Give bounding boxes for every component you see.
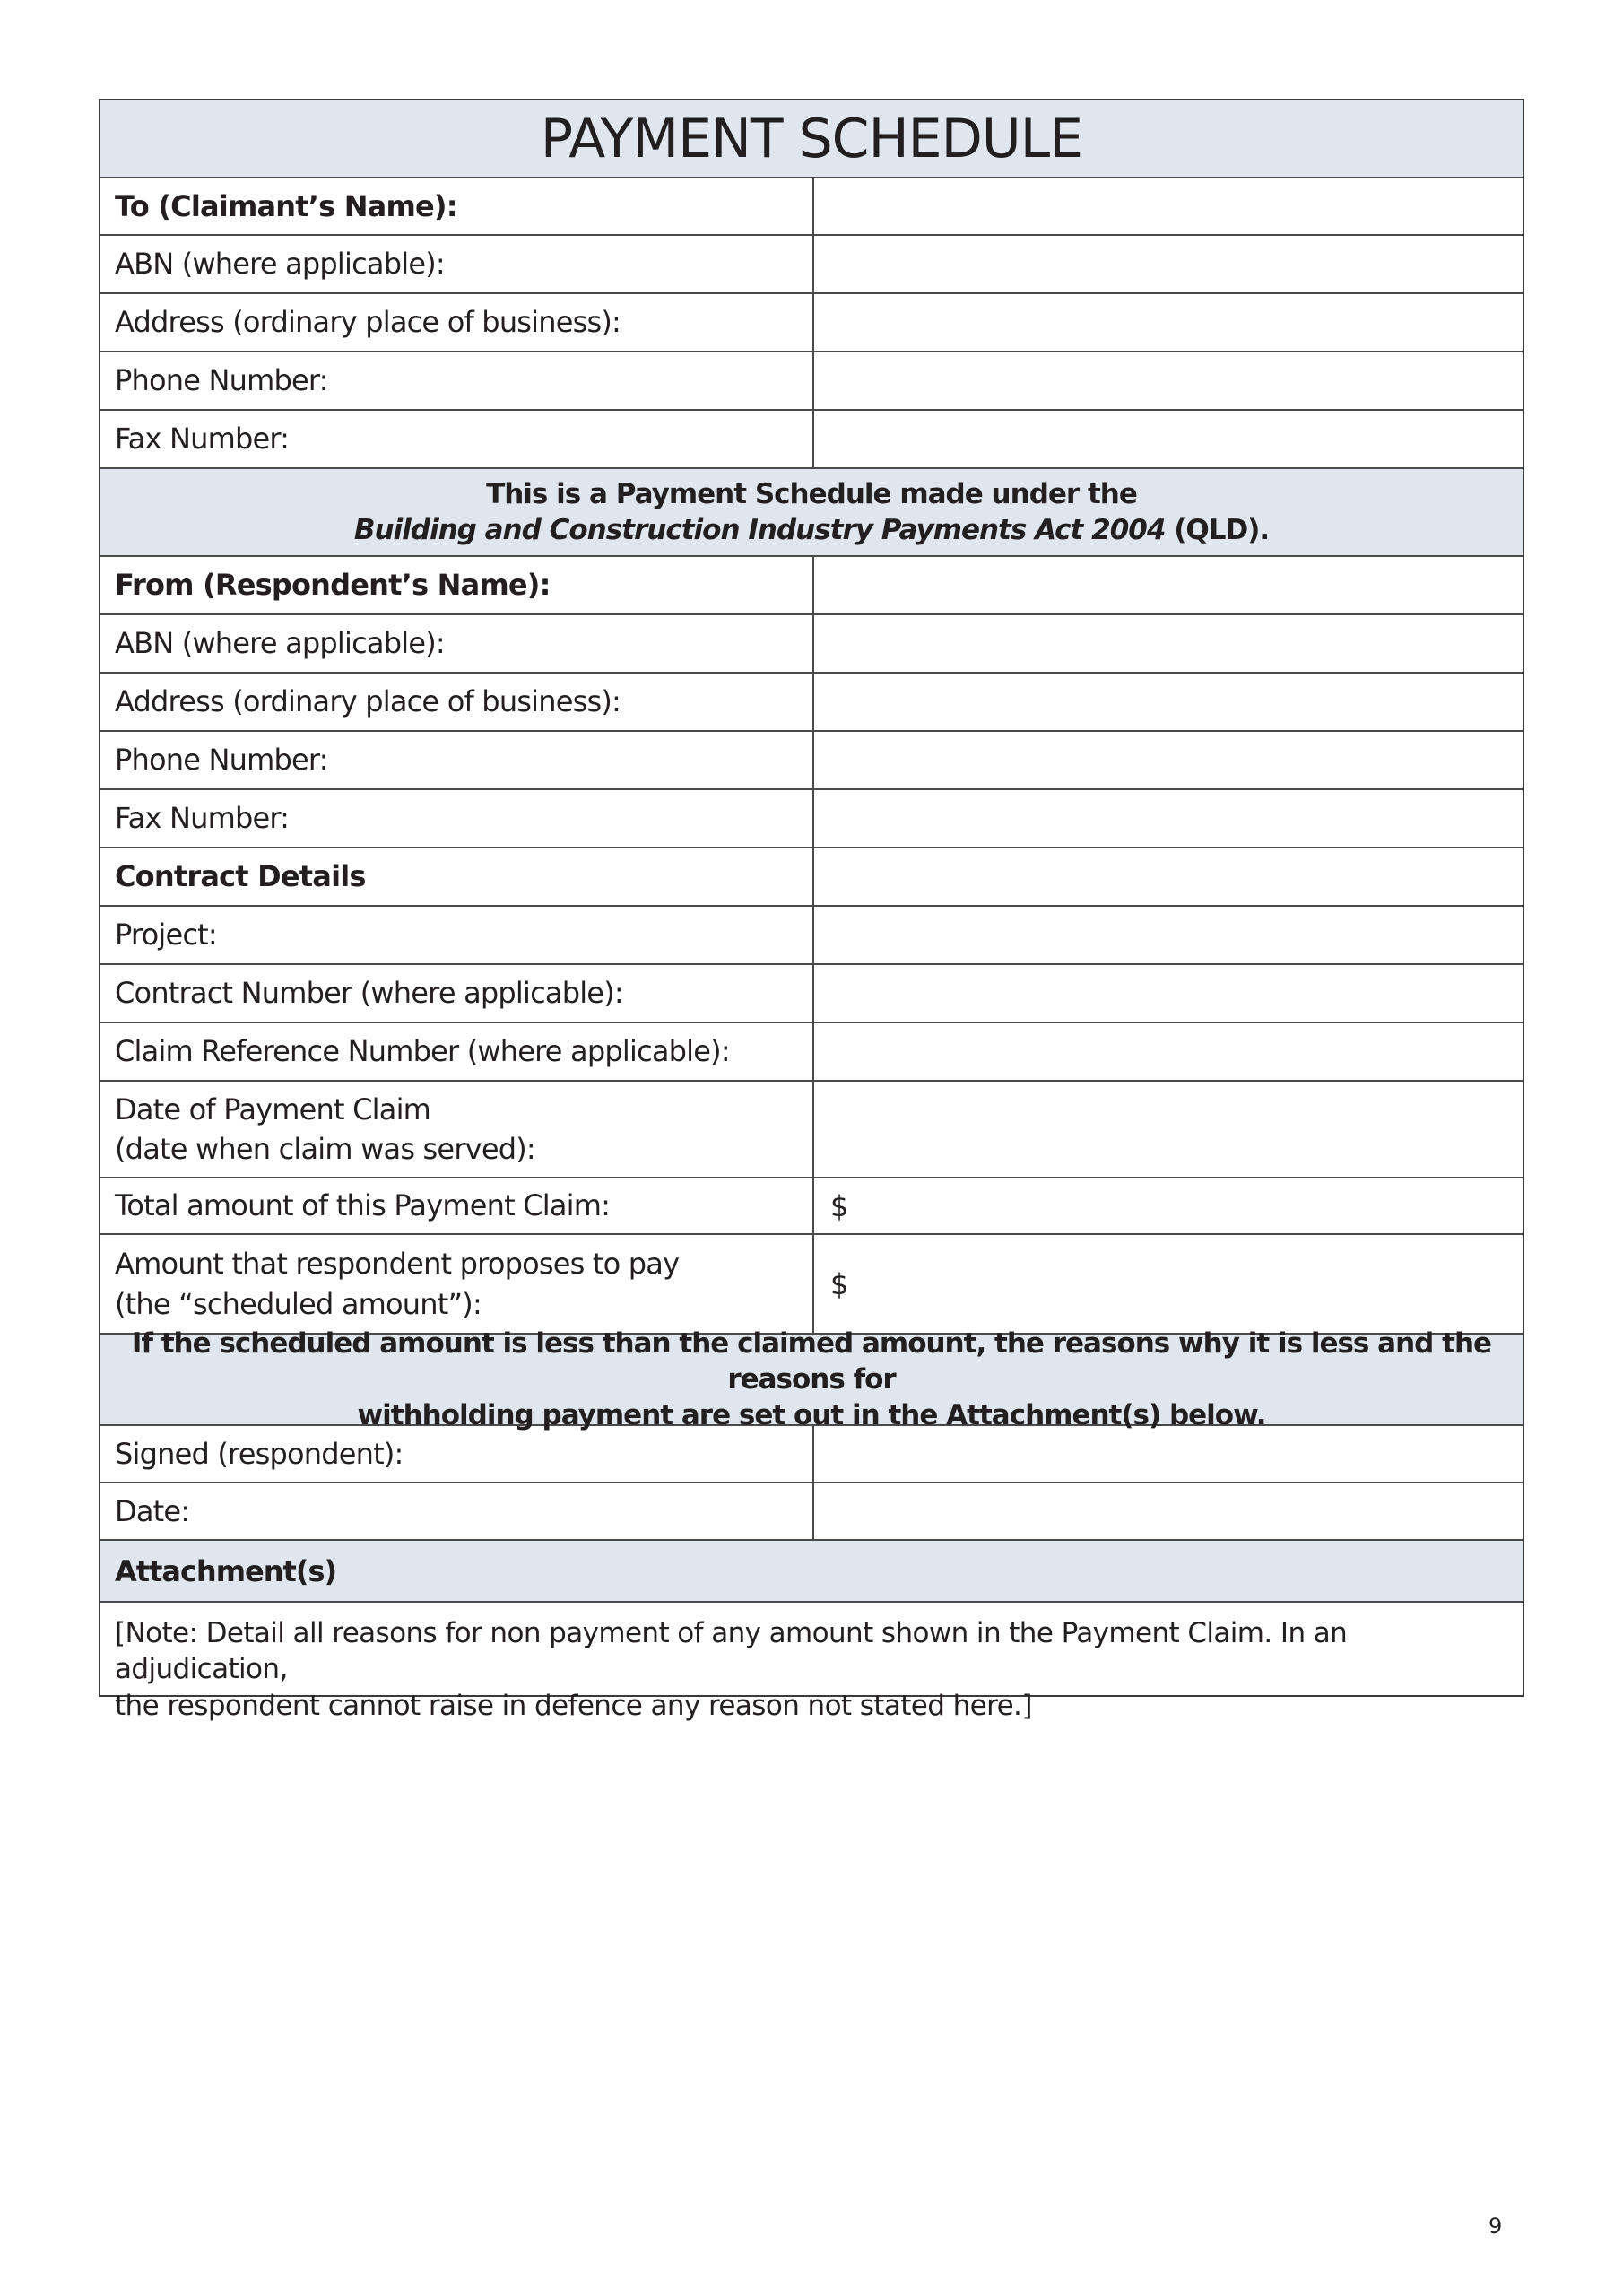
claimant-name-row <box>100 177 1523 234</box>
claimant-fax-field[interactable] <box>814 411 1523 467</box>
claim-reference-row <box>100 1022 1523 1080</box>
total-claim-label: Total amount of this Payment Claim: <box>100 1178 814 1233</box>
respondent-fax-field[interactable] <box>814 790 1523 847</box>
respondent-name-row <box>100 555 1523 613</box>
withholding-notice-line1: If the scheduled amount is less than the claimed amount, the reasons why it is less and the reasons for <box>131 1326 1492 1396</box>
respondent-phone-row <box>100 730 1523 788</box>
total-claim-field[interactable]: $ <box>830 1188 849 1223</box>
project-row <box>100 905 1523 963</box>
scheduled-amount-row <box>100 1233 1523 1333</box>
respondent-name-label: From (Respondent’s Name): <box>100 557 814 613</box>
project-field[interactable] <box>814 907 1523 963</box>
scheduled-amount-label-line2: (the “scheduled amount”): <box>115 1286 482 1321</box>
claimant-name-label: To (Claimant’s Name): <box>100 178 814 234</box>
claimant-abn-label: ABN (where applicable): <box>100 236 814 292</box>
page-title: PAYMENT SCHEDULE <box>540 107 1083 170</box>
attachments-note-line2: the respondent cannot raise in defence any reason not stated here.] <box>115 1689 1032 1722</box>
project-label: Project: <box>100 907 814 963</box>
payment-schedule-form <box>99 99 1524 1722</box>
claimant-address-field[interactable] <box>814 294 1523 351</box>
respondent-name-field[interactable] <box>814 557 1523 613</box>
claim-date-label-line1: Date of Payment Claim <box>115 1091 431 1126</box>
respondent-address-row <box>100 672 1523 730</box>
act-jurisdiction: (QLD). <box>1165 514 1270 546</box>
respondent-phone-label: Phone Number: <box>100 732 814 788</box>
page-number: 9 <box>1488 2213 1503 2239</box>
attachments-note-line1: [Note: Detail all reasons for non payment of any amount shown in the Payment Claim. In an adjudication, <box>115 1617 1348 1686</box>
signed-label: Signed (respondent): <box>100 1426 814 1482</box>
contract-details-field[interactable] <box>814 848 1523 905</box>
claimant-fax-label: Fax Number: <box>100 411 814 467</box>
attachments-note[interactable] <box>100 1601 1523 1722</box>
signed-field[interactable] <box>814 1426 1523 1482</box>
respondent-fax-label: Fax Number: <box>100 790 814 847</box>
date-field[interactable] <box>814 1483 1523 1539</box>
claimant-phone-field[interactable] <box>814 352 1523 409</box>
claim-date-row <box>100 1080 1523 1177</box>
claimant-address-label: Address (ordinary place of business): <box>100 294 814 351</box>
date-label: Date: <box>100 1483 814 1539</box>
claimant-address-row <box>100 292 1523 351</box>
contract-number-label: Contract Number (where applicable): <box>100 965 814 1022</box>
scheduled-amount-label <box>100 1235 814 1333</box>
claim-reference-field[interactable] <box>814 1023 1523 1080</box>
claimant-phone-row <box>100 351 1523 409</box>
attachments-heading: Attachment(s) <box>115 1553 337 1588</box>
claim-date-label <box>100 1082 814 1177</box>
act-notice-line2 <box>354 512 1269 548</box>
contract-number-row <box>100 963 1523 1022</box>
total-claim-row <box>100 1177 1523 1233</box>
contract-details-heading: Contract Details <box>100 848 814 905</box>
claim-date-label-line2: (date when claim was served): <box>115 1132 535 1166</box>
act-notice-line1: This is a Payment Schedule made under the <box>486 477 1137 510</box>
withholding-notice-line2: withholding payment are set out in the Attachment(s) below. <box>357 1399 1266 1432</box>
signed-row <box>100 1424 1523 1482</box>
claim-reference-label: Claim Reference Number (where applicable): <box>100 1023 814 1080</box>
scheduled-amount-label-line1: Amount that respondent proposes to pay <box>115 1247 680 1282</box>
act-name: Building and Construction Industry Payments Act 2004 <box>353 514 1166 546</box>
contract-details-row <box>100 847 1523 905</box>
claimant-phone-label: Phone Number: <box>100 352 814 409</box>
respondent-abn-label: ABN (where applicable): <box>100 615 814 672</box>
respondent-abn-row <box>100 613 1523 672</box>
claimant-abn-field[interactable] <box>814 236 1523 292</box>
respondent-abn-field[interactable] <box>814 615 1523 672</box>
claimant-name-field[interactable] <box>814 178 1523 234</box>
scheduled-amount-field[interactable]: $ <box>830 1266 849 1301</box>
claim-date-field[interactable] <box>814 1082 1523 1177</box>
respondent-address-field[interactable] <box>814 674 1523 730</box>
attachments-band <box>100 1539 1523 1601</box>
date-row <box>100 1482 1523 1539</box>
claimant-fax-row <box>100 409 1523 467</box>
contract-number-field[interactable] <box>814 965 1523 1022</box>
respondent-address-label: Address (ordinary place of business): <box>100 674 814 730</box>
withholding-notice-band <box>100 1326 1523 1432</box>
act-notice-band <box>100 467 1523 555</box>
claimant-abn-row <box>100 234 1523 292</box>
respondent-fax-row <box>100 788 1523 847</box>
title-band <box>100 100 1523 177</box>
respondent-phone-field[interactable] <box>814 732 1523 788</box>
